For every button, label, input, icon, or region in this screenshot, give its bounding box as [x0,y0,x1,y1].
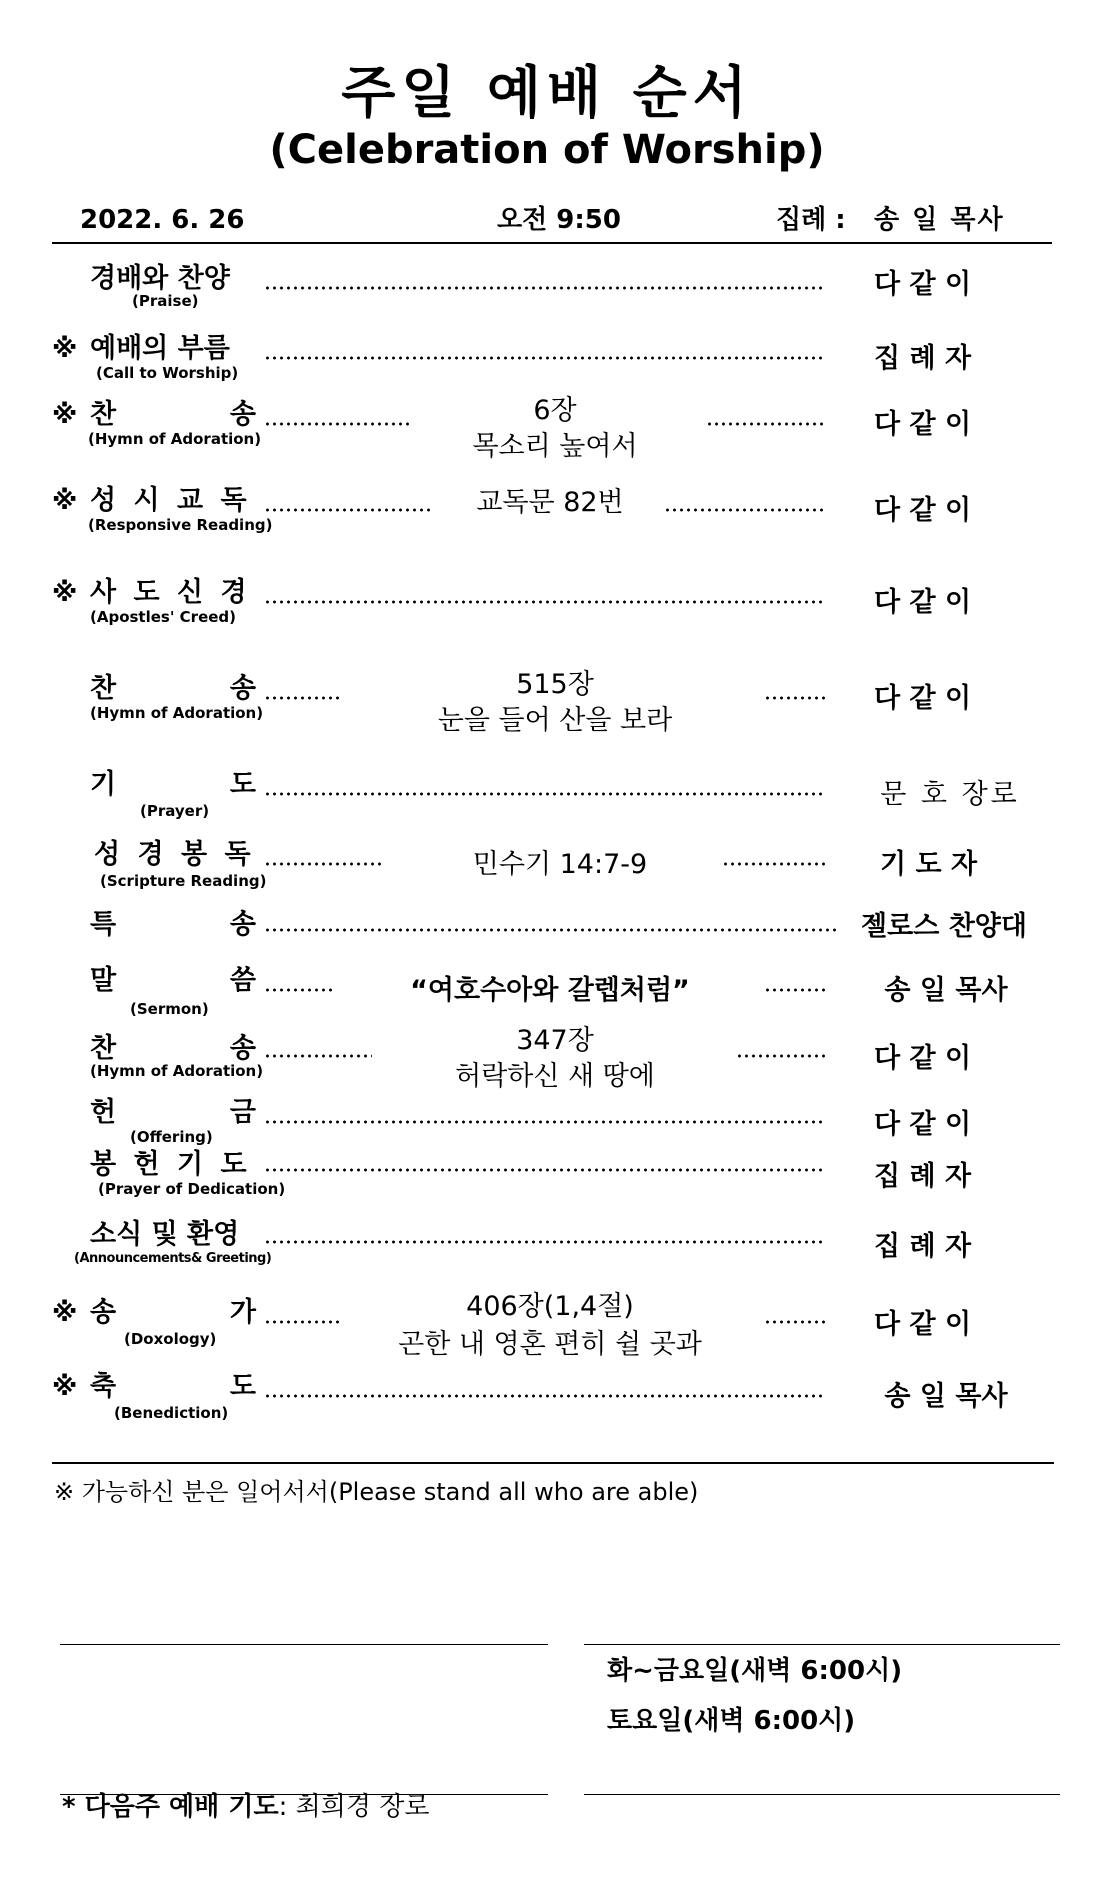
item-leader: 다 같 이 [874,269,972,300]
item-leader: 다 같 이 [874,1309,972,1340]
footer-rule [52,1462,1054,1464]
item-leader: 젤로스 찬양대 [861,911,1027,942]
item-leader: 다 같 이 [874,1109,972,1140]
saturday-dawn-service: 토요일(새벽 6:00시) [607,1706,856,1736]
dot-leader [264,928,840,932]
item-subtitle: (Prayer of Dedication) [98,1180,286,1198]
stand-mark: ※ [52,486,78,516]
item-name: 사 도 신 경 [90,577,251,608]
stand-mark: ※ [52,334,78,364]
dot-leader [264,1054,372,1058]
item-name: 헌 금 [90,1097,256,1128]
stand-mark: ※ [52,578,78,608]
right-bottom-line [584,1794,1060,1795]
dot-leader [264,1320,340,1324]
dot-leader [264,1240,826,1244]
hymn-number: 515장 [516,669,594,700]
item-subtitle: (Prayer) [140,802,210,820]
item-leader: 다 같 이 [874,587,972,618]
item-leader: 문 호 장로 [880,779,1020,810]
next-week-prayer [62,1790,429,1824]
item-subtitle: (Benediction) [114,1404,229,1422]
stand-mark: ※ [52,1372,78,1402]
item-subtitle: (Hymn of Adoration) [88,430,262,448]
dot-leader [664,508,826,512]
reading-number: 교독문 82번 [476,487,624,518]
dot-leader [264,696,342,700]
officiant-label: 집례 : [776,205,846,235]
dot-leader [264,1394,826,1398]
dot-leader [264,1168,826,1172]
weekday-dawn-service: 화~금요일(새벽 6:00시) [607,1656,903,1686]
item-name: 성 시 교 독 [90,485,251,516]
dot-leader [264,988,332,992]
item-name: 찬 송 [90,1033,256,1064]
header-rule [52,242,1052,244]
item-leader: 다 같 이 [874,409,972,440]
dot-leader [264,356,826,360]
item-leader: 송 일 목사 [884,1381,1008,1412]
stand-mark: ※ [52,400,78,430]
stand-mark: ※ [52,1298,78,1328]
hymn-number: 347장 [516,1025,594,1056]
item-subtitle: (Scripture Reading) [100,872,267,890]
dot-leader [264,422,412,426]
next-prayer-label: * 다음주 예배 기도 [62,1792,279,1822]
item-subtitle: (Responsive Reading) [88,516,273,534]
dot-leader [764,696,826,700]
page-subtitle: (Celebration of Worship) [269,127,825,173]
item-subtitle: (Doxology) [124,1330,217,1348]
item-name: 송 가 [90,1297,256,1328]
right-line [584,1644,1060,1645]
item-name: 봉 헌 기 도 [90,1149,251,1180]
hymn-title: 곤한 내 영혼 편히 쉴 곳과 [398,1329,702,1360]
item-subtitle: (Offering) [130,1128,213,1146]
item-subtitle: (Sermon) [130,1000,209,1018]
dot-leader [264,508,430,512]
item-name: 성 경 봉 독 [94,839,255,870]
dot-leader [264,792,826,796]
item-name: 기 도 [90,769,256,800]
item-subtitle: (Call to Worship) [96,364,239,382]
dot-leader [264,1120,826,1124]
dot-leader [264,600,826,604]
stand-note: ※ 가능하신 분은 일어서서(Please stand all who are able) [54,1478,699,1506]
item-name: 찬 송 [90,673,256,704]
item-name: 소식 및 환영 [90,1219,240,1250]
dot-leader [264,862,384,866]
dot-leader [722,862,826,866]
officiant-name: 송 일 목사 [874,205,1005,235]
item-subtitle: (Hymn of Adoration) [90,1062,264,1080]
item-name: 경배와 찬양 [90,263,230,294]
service-time: 오전 9:50 [497,205,621,235]
item-name: 찬 송 [90,399,256,430]
item-name: 축 도 [90,1371,256,1402]
page-title: 주일 예배 순서 [341,61,753,126]
item-subtitle: (Announcements& Greeting) [74,1251,272,1266]
scripture-reference: 민수기 14:7-9 [472,849,648,880]
item-subtitle: (Hymn of Adoration) [90,704,264,722]
item-leader: 송 일 목사 [884,975,1008,1006]
item-leader: 기 도 자 [880,849,978,880]
item-leader: 집 례 자 [874,343,972,374]
item-name: 예배의 부름 [90,333,230,364]
item-leader: 다 같 이 [874,495,972,526]
dot-leader [264,286,826,290]
dot-leader [764,1320,826,1324]
item-subtitle: (Praise) [132,292,199,310]
hymn-title: 목소리 높여서 [472,431,638,462]
hymn-number: 6장 [533,395,577,426]
item-subtitle: (Apostles' Creed) [90,608,237,626]
item-leader: 다 같 이 [874,1043,972,1074]
item-leader: 집 례 자 [874,1161,972,1192]
sermon-title: “여호수아와 갈렙처럼” [410,975,690,1006]
dot-leader [706,422,826,426]
hymn-title: 허락하신 새 땅에 [455,1061,655,1092]
dot-leader [736,1054,826,1058]
item-name: 말 씀 [90,965,256,996]
hymn-title: 눈을 들어 산을 보라 [437,705,673,736]
item-name: 특 송 [90,909,256,940]
next-prayer-name: : 최희경 장로 [278,1792,430,1822]
item-leader: 다 같 이 [874,683,972,714]
service-date: 2022. 6. 26 [80,205,245,235]
dot-leader [764,988,826,992]
item-leader: 집 례 자 [874,1231,972,1262]
hymn-number: 406장(1,4절) [466,1291,634,1322]
left-line [60,1644,548,1645]
